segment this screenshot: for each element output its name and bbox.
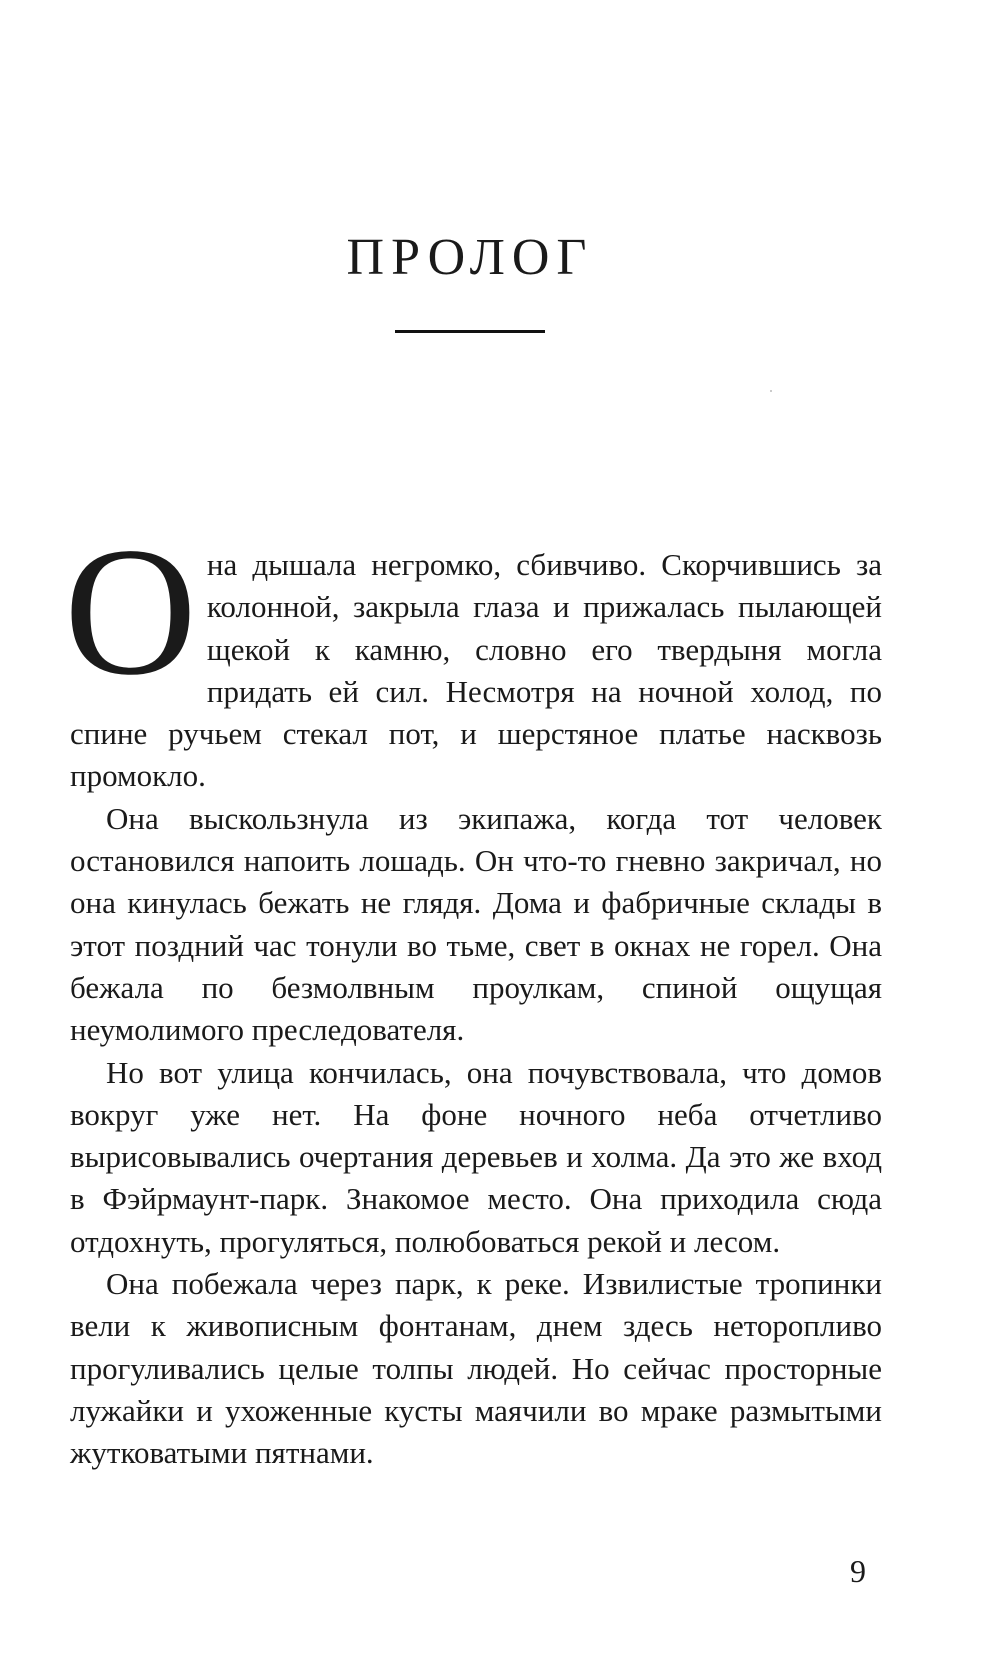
paragraph-4: Она побежала через парк, к реке. Извилистые тропинки вели к живописным фонтанам, днем здесь неторопливо прогуливались целые толпы людей. Но сейчас просторные лужайки и ухоженные кусты маячили во мраке размытыми жутковатыми пятнами. — [70, 1266, 882, 1471]
body-text — [64, 509, 882, 1475]
drop-cap: О — [64, 509, 197, 713]
page-number: 9 — [850, 1553, 866, 1589]
paragraph-1-text: на дышала негромко, сбивчиво. Скорчившись за колонной, закрыла глаза и прижалась пылающей щекой к камню, словно его твердыня могла придать ей сил. Несмотря на ночной холод, по спине ручьем стекал пот, и шерстяное платье насквозь промокло. — [70, 547, 882, 794]
paragraph-2: Она выскользнула из экипажа, когда тот человек остановился напоить лошадь. Он что-то гневно закричал, но она кинулась бежать не глядя. Дома и фабричные склады в этот поздний час тонули во тьме, свет в окнах не горел. Она бежала по безмолвным проулкам, спиной ощущая неумолимого преследователя. — [70, 800, 882, 1048]
paragraph-3: Но вот улица кончилась, она почувствовала, что домов вокруг уже нет. На фоне ночного неба отчетливо вырисовывались очертания деревьев и холма. Да это же вход в Фэйрмаунт-парк. Знакомое место. Она приходила сюда отдохнуть, прогуляться, полюбоваться рекой и лесом. — [70, 1054, 882, 1259]
title-underline — [395, 330, 545, 333]
paper-speck — [770, 390, 772, 392]
paragraph-1 — [64, 509, 882, 798]
chapter-title: ПРОЛОГ — [346, 229, 594, 286]
